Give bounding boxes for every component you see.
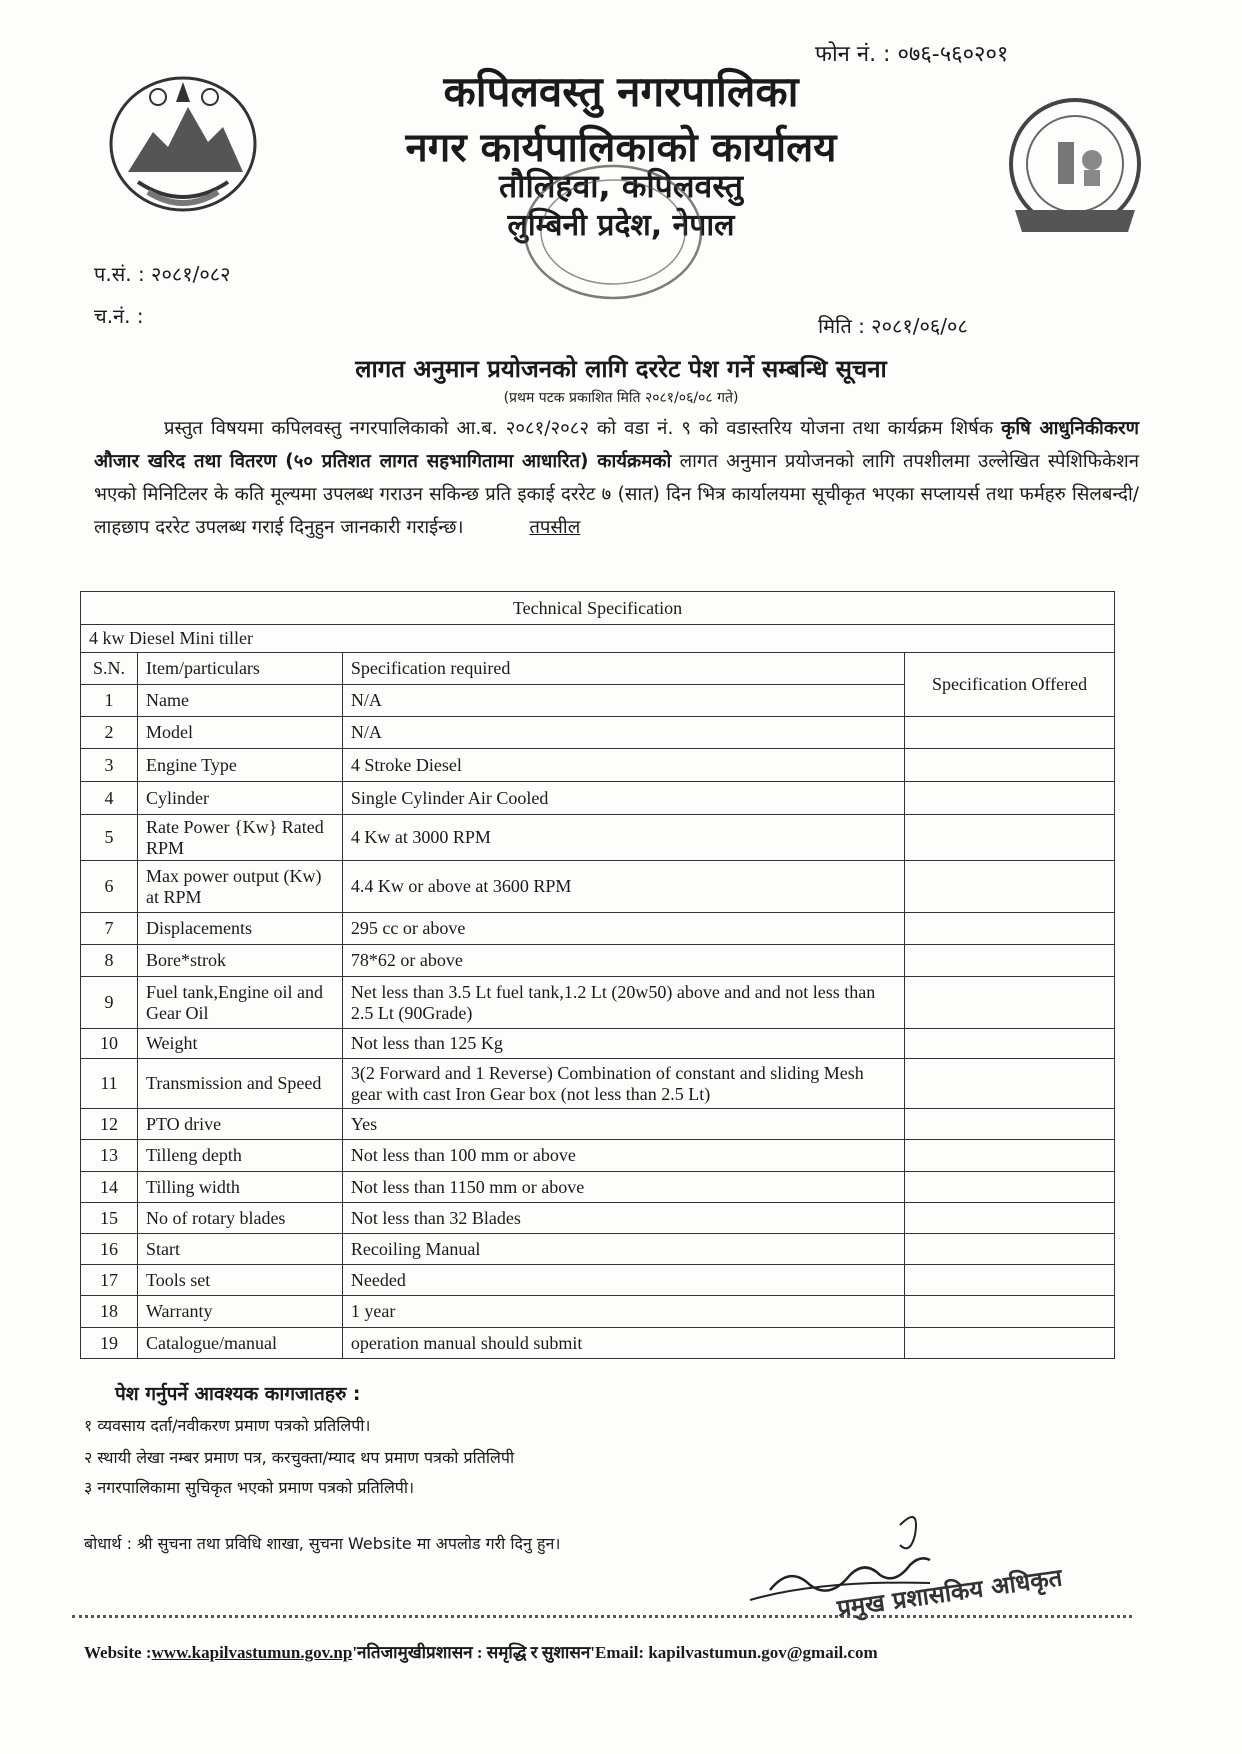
row-spec: Yes xyxy=(342,1109,904,1140)
table-row xyxy=(81,1203,1115,1234)
row-offered xyxy=(905,1296,1115,1328)
row-offered xyxy=(905,913,1115,945)
row-item: Max power output (Kw) at RPM xyxy=(137,861,342,913)
row-spec: Not less than 32 Blades xyxy=(342,1203,904,1234)
row-item: Transmission and Speed xyxy=(137,1059,342,1109)
row-offered xyxy=(905,977,1115,1029)
website-link[interactable]: www.kapilvastumun.gov.np xyxy=(151,1643,353,1662)
signatory-designation: प्रमुख प्रशासकिय अधिकृत xyxy=(835,1563,1064,1623)
row-item: Warranty xyxy=(137,1296,342,1328)
row-item: Tilleng depth xyxy=(137,1140,342,1172)
row-item: Displacements xyxy=(137,913,342,945)
row-spec: 1 year xyxy=(342,1296,904,1328)
office-address-line2: लुम्बिनी प्रदेश, नेपाल xyxy=(507,208,735,243)
subject-title: लागत अनुमान प्रयोजनको लागि दररेट पेश गर्ने सम्बन्धि सूचना xyxy=(355,355,887,383)
row-sn: 9 xyxy=(81,977,138,1029)
row-item: No of rotary blades xyxy=(137,1203,342,1234)
row-item: Catalogue/manual xyxy=(137,1328,342,1359)
footer-divider xyxy=(72,1615,1132,1618)
row-spec: 4.4 Kw or above at 3600 RPM xyxy=(342,861,904,913)
table-row xyxy=(81,1059,1115,1109)
row-sn: 13 xyxy=(81,1140,138,1172)
table-row xyxy=(81,1029,1115,1059)
table-row xyxy=(81,977,1115,1029)
row-spec: 78*62 or above xyxy=(342,945,904,977)
row-item: Weight xyxy=(137,1029,342,1059)
row-spec: 3(2 Forward and 1 Reverse) Combination of constant and sliding Mesh gear with cast Iron Gear box (not less than 2.5 Lt) xyxy=(342,1059,904,1109)
notice-line: बोधार्थ : श्री सुचना तथा प्रविधि शाखा, सुचना Website मा अपलोड गरी दिनु हुन। xyxy=(84,1534,561,1553)
row-offered xyxy=(905,1234,1115,1265)
row-item: Engine Type xyxy=(137,749,342,782)
row-sn: 8 xyxy=(81,945,138,977)
row-offered xyxy=(905,1059,1115,1109)
table-row xyxy=(81,913,1115,945)
row-item: Name xyxy=(137,685,342,717)
row-offered xyxy=(905,861,1115,913)
letter-date: मिति : २०८१/०६/०८ xyxy=(818,314,968,338)
row-sn: 16 xyxy=(81,1234,138,1265)
row-offered xyxy=(905,1172,1115,1203)
table-row xyxy=(81,749,1115,782)
body-part2: लागत अनुमान प्रयोजनको लागि तपशीलमा उल्लेखित स्पेशिफिकेशन भएको मिनिटिलर के कति मूल्यमा उपलब्ध गराउन सकिन्छ प्रति इकाई दररेट ७ (सात) दिन भित्र कार्यालयमा सूचीकृत भएका सप्लायर्स तथा फर्महरु सिलबन्दी/लाहछाप दररेट उपलब्ध गराई दिनुहुन जानकारी गराईन्छ। xyxy=(94,451,1140,538)
row-sn: 1 xyxy=(81,685,138,717)
row-item: Tilling width xyxy=(137,1172,342,1203)
row-item: Cylinder xyxy=(137,782,342,815)
body-part1: प्रस्तुत विषयमा कपिलवस्तु नगरपालिकाको आ.ब. २०८१/२०८२ को वडा नं. ९ को वडास्तरिय योजना तथा कार्यक्रम शिर्षक xyxy=(164,418,994,439)
table-row xyxy=(81,815,1115,861)
row-offered xyxy=(905,749,1115,782)
row-item: Model xyxy=(137,717,342,749)
required-doc-item: १ व्यवसाय दर्ता/नवीकरण प्रमाण पत्रको प्रतिलिपी। xyxy=(84,1416,371,1435)
office-address-line1: तौलिहवा, कपिलवस्तु xyxy=(498,167,744,205)
row-offered xyxy=(905,945,1115,977)
publication-note: (प्रथम पटक प्रकाशित मिति २०८१/०६/०८ गते) xyxy=(503,390,739,406)
row-sn: 15 xyxy=(81,1203,138,1234)
technical-specification-table xyxy=(80,591,1115,1359)
row-spec: Not less than 1150 mm or above xyxy=(342,1172,904,1203)
header-item: Item/particulars xyxy=(137,653,342,685)
dispatch-number: च.नं. : xyxy=(94,304,144,328)
row-item: PTO drive xyxy=(137,1109,342,1140)
office-title-line1: कपिलवस्तु नगरपालिका xyxy=(443,67,799,116)
row-spec: 4 Stroke Diesel xyxy=(342,749,904,782)
slogan: 'नतिजामुखीप्रशासन : समृद्धि र सुशासन' xyxy=(352,1643,595,1662)
table-row xyxy=(81,945,1115,977)
row-offered xyxy=(905,1203,1115,1234)
row-item: Fuel tank,Engine oil and Gear Oil xyxy=(137,977,342,1029)
row-spec: N/A xyxy=(342,717,904,749)
row-sn: 5 xyxy=(81,815,138,861)
header-spec-required: Specification required xyxy=(342,653,904,685)
product-name: 4 kw Diesel Mini tiller xyxy=(81,625,1115,653)
notice-body xyxy=(94,412,1139,544)
tapsil-heading: तपसील xyxy=(529,517,581,538)
required-docs-title: पेश गर्नुपर्ने आवश्यक कागजातहरु : xyxy=(115,1383,361,1405)
header-sn: S.N. xyxy=(81,653,138,685)
row-offered xyxy=(905,815,1115,861)
table-row xyxy=(81,1234,1115,1265)
row-offered xyxy=(905,1109,1115,1140)
row-sn: 7 xyxy=(81,913,138,945)
table-row xyxy=(81,717,1115,749)
row-spec: 295 cc or above xyxy=(342,913,904,945)
row-item: Start xyxy=(137,1234,342,1265)
row-sn: 11 xyxy=(81,1059,138,1109)
table-row xyxy=(81,1265,1115,1296)
row-sn: 17 xyxy=(81,1265,138,1296)
website-label: Website : xyxy=(84,1643,152,1662)
row-sn: 12 xyxy=(81,1109,138,1140)
row-sn: 18 xyxy=(81,1296,138,1328)
phone-number: फोन नं. : ०७६-५६०२०१ xyxy=(815,42,1009,67)
row-sn: 10 xyxy=(81,1029,138,1059)
table-row xyxy=(81,1296,1115,1328)
row-spec: Not less than 100 mm or above xyxy=(342,1140,904,1172)
required-doc-item: ३ नगरपालिकामा सुचिकृत भएको प्रमाण पत्रको प्रतिलिपी। xyxy=(84,1478,415,1497)
row-offered xyxy=(905,1029,1115,1059)
program-name: कृषि आधुनिकीकरण औजार खरिद तथा वितरण (५० प्रतिशत लागत सहभागितामा आधारित) कार्यक्रमको xyxy=(94,418,1139,472)
table-row xyxy=(81,861,1115,913)
row-spec: N/A xyxy=(342,685,904,717)
row-offered xyxy=(905,1328,1115,1359)
header-spec-offered: Specification Offered xyxy=(905,653,1115,717)
row-spec: Needed xyxy=(342,1265,904,1296)
footer xyxy=(84,1640,878,1663)
office-title-line2: नगर कार्यपालिकाको कार्यालय xyxy=(405,125,837,171)
row-spec: Recoiling Manual xyxy=(342,1234,904,1265)
row-offered xyxy=(905,782,1115,815)
row-spec: operation manual should submit xyxy=(342,1328,904,1359)
table-caption: Technical Specification xyxy=(81,592,1115,625)
reference-number: प.सं. : २०८१/०८२ xyxy=(94,262,231,286)
row-sn: 3 xyxy=(81,749,138,782)
email-address: Email: kapilvastumun.gov@gmail.com xyxy=(594,1643,878,1662)
table-row xyxy=(81,782,1115,815)
row-item: Rate Power {Kw} Rated RPM xyxy=(137,815,342,861)
row-spec: Single Cylinder Air Cooled xyxy=(342,782,904,815)
table-row xyxy=(81,1328,1115,1359)
row-offered xyxy=(905,1140,1115,1172)
row-sn: 4 xyxy=(81,782,138,815)
office-stamp-icon xyxy=(518,160,708,310)
table-row xyxy=(81,1172,1115,1203)
row-spec: Net less than 3.5 Lt fuel tank,1.2 Lt (20w50) above and and not less than 2.5 Lt (90Grade) xyxy=(342,977,904,1029)
row-item: Bore*strok xyxy=(137,945,342,977)
row-sn: 19 xyxy=(81,1328,138,1359)
row-sn: 2 xyxy=(81,717,138,749)
row-sn: 14 xyxy=(81,1172,138,1203)
row-spec: 4 Kw at 3000 RPM xyxy=(342,815,904,861)
table-row xyxy=(81,1109,1115,1140)
row-sn: 6 xyxy=(81,861,138,913)
row-spec: Not less than 125 Kg xyxy=(342,1029,904,1059)
table-row xyxy=(81,1140,1115,1172)
row-offered xyxy=(905,1265,1115,1296)
row-item: Tools set xyxy=(137,1265,342,1296)
row-offered xyxy=(905,717,1115,749)
required-doc-item: २ स्थायी लेखा नम्बर प्रमाण पत्र, करचुक्ता/म्याद थप प्रमाण पत्रको प्रतिलिपी xyxy=(84,1448,515,1467)
